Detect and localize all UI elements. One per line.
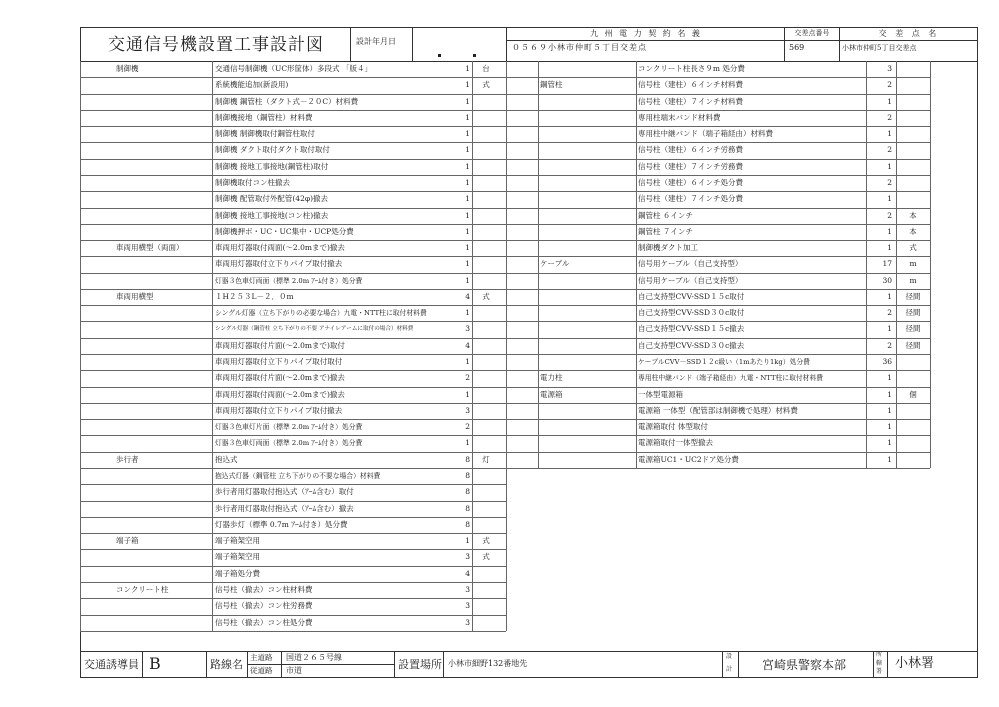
unit-cell [474,484,498,500]
unit-cell: 式 [482,291,490,301]
intersection-number: 569 [789,43,805,52]
grid-line [538,61,539,468]
item-cell: 車両用灯器取付両面(～2.0mまで)撤去 [215,243,345,253]
divider [80,651,978,652]
category-cell [540,419,634,435]
unit-cell [474,354,498,370]
unit-cell [474,321,498,337]
category-cell [116,501,210,517]
contract-title: 九 州 電 力 契 約 名 義 [590,29,702,38]
agency-value: 小林署 [895,656,935,671]
category-cell [116,468,210,484]
category-cell [540,110,634,126]
quantity-cell: 1 [465,96,470,106]
item-cell: 歩行者用灯器取付抱込式（ｱｰﾑ含む）取付 [215,487,354,497]
item-cell: 信号柱（建柱）７インチ労務費 [638,161,743,171]
divider [142,651,143,678]
category-cell [116,387,210,403]
category-cell [116,77,210,93]
item-cell: 自己支持型CVV-SSD１５c取付 [638,291,745,301]
category-cell [116,517,210,533]
unit-cell [474,615,498,631]
quantity-cell: 1 [465,194,470,204]
grid-line [930,61,931,468]
divider [887,651,888,678]
item-cell: 車両用灯器取付立下りパイプ取付撤去 [215,405,343,415]
category-cell [116,305,210,321]
quantity-cell: 1 [465,275,470,285]
unit-cell [474,582,498,598]
unit-cell [474,403,498,419]
category-cell [116,224,210,240]
item-cell: 電源箱 一体型（配管部は制御機で処理）材料費 [638,405,798,415]
unit-cell [474,94,498,110]
quantity-cell: 1 [465,536,470,546]
quantity-cell: 1 [465,112,470,122]
quantity-cell: 3 [465,324,470,334]
item-cell: 信号柱（建柱）６インチ処分費 [638,177,743,187]
location-label: 設置場所 [398,658,442,671]
sub-road-value: 市道 [286,666,302,675]
item-cell: 自己支持型CVV-SSD３０c取付 [638,308,745,318]
grid-line [212,61,213,631]
quantity-cell: 3 [465,405,470,415]
quantity-cell: 1 [465,129,470,139]
item-cell: 制御機 鋼管柱（ダクト式－２０C）材料費 [215,96,359,106]
row-line [506,468,930,469]
category-cell [540,435,634,451]
quantity-cell: 1 [887,161,892,171]
item-cell: 信号柱（撤去）コン柱労務費 [215,601,313,611]
item-cell: 信号柱（建柱）７インチ材料費 [638,96,743,106]
intersection-name-label: 交 差 点 名 [878,29,940,38]
item-cell: 信号柱（撤去）コン柱材料費 [215,584,313,594]
item-cell: コンクリート柱長さ９m 処分費 [638,64,745,73]
unit-cell: 径間 [905,324,921,334]
quantity-cell: 2 [887,112,892,122]
unit-cell: 個 [909,389,917,399]
unit-cell [898,370,928,386]
quantity-cell: 8 [465,519,470,529]
category-cell [116,191,210,207]
unit-cell [474,126,498,142]
item-cell: 車両用灯器取付立下りパイプ取付取付 [215,357,343,367]
unit-cell [898,403,928,419]
unit-cell: 本 [909,226,917,236]
design-date-label: 設計年月日 [356,37,396,46]
category-cell [540,126,634,142]
quantity-cell: 8 [465,503,470,513]
category-cell [540,273,634,289]
quantity-cell: 30 [882,275,892,285]
grid-line [506,61,507,468]
unit-cell [474,110,498,126]
route-name-label: 路線名 [210,658,243,671]
divider [443,651,444,678]
unit-cell [474,142,498,158]
category-cell [540,289,634,305]
quantity-cell: 8 [465,471,470,480]
quantity-cell: 2 [887,145,892,155]
item-cell: 制御機 接地工事接地(コン柱)撤去 [215,210,329,220]
traffic-guide-label: 交通誘導員 [84,658,139,671]
item-cell: 制御機接地（鋼管柱）材料費 [215,112,313,122]
quantity-cell: 8 [465,454,470,464]
quantity-cell: 3 [465,552,470,562]
item-cell: 制御機ダクト加工 [638,243,698,253]
item-cell: 車両用灯器取付両面(～2.0mまで)撤去 [215,389,345,399]
item-cell: 歩行者用灯器取付抱込式（ｱｰﾑ含む）撤去 [215,503,354,513]
quantity-cell: 1 [465,80,470,90]
category-cell [540,452,634,468]
unit-cell [474,598,498,614]
unit-cell [474,305,498,321]
category-cell [540,305,634,321]
item-cell: １H２５３L－２．０m [215,291,294,301]
quantity-cell: 1 [887,422,892,432]
category-cell [116,598,210,614]
unit-cell [474,224,498,240]
category-cell [540,94,634,110]
category-cell [116,419,210,435]
agency-label: 所轄署 [876,651,883,675]
unit-cell [474,256,498,272]
unit-cell [474,338,498,354]
quantity-cell: 2 [465,422,470,432]
quantity-cell: 36 [882,357,892,367]
category-cell [116,370,210,386]
quantity-cell: 1 [465,64,470,73]
divider [506,40,978,41]
divider [412,27,413,61]
quantity-cell: 1 [887,226,892,236]
category-cell [116,566,210,582]
design-value: 宮崎県警察本部 [762,658,847,672]
quantity-cell: 2 [887,210,892,220]
category-cell [540,159,634,175]
grid-line [636,61,637,468]
category-cell: 電源箱 [540,389,563,399]
quantity-cell: 1 [465,161,470,171]
unit-cell [898,110,928,126]
item-cell: 専用柱端末バンド材料費 [638,112,721,122]
divider [784,27,785,61]
grid-line [80,61,81,631]
unit-cell: 式 [482,552,490,562]
quantity-cell: 2 [887,308,892,318]
document-title: 交通信号機設置工事設計図 [108,35,324,55]
unit-cell [898,175,928,191]
item-cell: 車両用灯器取付片面(～2.0mまで)取付 [215,340,345,350]
unit-cell [898,452,928,468]
category-cell [116,615,210,631]
divider [839,27,840,61]
category-cell [116,175,210,191]
category-cell [116,484,210,500]
unit-cell [898,435,928,451]
quantity-cell: 1 [887,291,892,301]
category-cell [116,338,210,354]
sub-road-label: 従道路 [250,666,273,675]
quantity-cell: 3 [465,601,470,611]
category-cell [116,94,210,110]
quantity-cell: 1 [887,438,892,448]
quantity-cell: 1 [887,389,892,399]
item-cell: 信号柱（建柱）６インチ材料費 [638,80,743,90]
category-cell [540,240,634,256]
quantity-cell: 1 [887,243,892,253]
item-cell: 灯器３色車灯両面（標準 2.0m ｱｰﾑ付き）処分費 [215,276,363,285]
item-cell: 電源箱UC1・UC2ドア処分費 [638,454,739,464]
intersection-number-label: 交差点番号 [794,29,830,37]
category-cell [116,549,210,565]
item-cell: 信号用ケーブル（自己支持型） [638,275,743,285]
unit-cell [474,468,498,484]
item-cell: 系統機能追加(新設用) [215,80,289,90]
item-cell: 制御機押ボ・UC・UC集中・UCP処分費 [215,226,354,236]
quantity-cell: 8 [465,487,470,497]
unit-cell [474,159,498,175]
item-cell: 電源箱取付一体型撤去 [638,438,713,448]
item-cell: 専用柱中継バンド（端子箱経由）材料費 [638,129,773,139]
item-cell: 信号柱（撤去）コン柱処分費 [215,617,313,627]
unit-cell [898,77,928,93]
item-cell: 制御機 接地工事接地(鋼管柱)取付 [215,161,329,171]
contract-value: ０５６９小林市仲町５丁目交差点 [512,43,647,52]
quantity-cell: 2 [887,340,892,350]
item-cell: 鋼管柱 ７インチ [638,226,693,236]
item-cell: 車両用灯器取付立下りパイプ取付撤去 [215,259,343,269]
category-cell [116,273,210,289]
category-cell [116,110,210,126]
unit-cell: m [909,275,917,285]
quantity-cell: 1 [887,324,892,334]
unit-cell: 式 [482,536,490,546]
category-cell [116,354,210,370]
divider [394,651,395,678]
unit-cell [474,387,498,403]
category-cell: 端子箱 [116,536,139,546]
unit-cell [898,191,928,207]
category-cell [540,61,634,77]
item-cell: 端子箱処分費 [215,568,260,578]
unit-cell: 径間 [905,340,921,350]
quantity-cell: 1 [465,389,470,399]
unit-cell [474,191,498,207]
divider [350,27,351,61]
unit-cell [898,354,928,370]
category-cell: 電力柱 [540,373,563,383]
item-cell: 車両用灯器取付片面(～2.0mまで)撤去 [215,373,345,383]
quantity-cell: 1 [465,177,470,187]
design-label-bottom: 計 [726,666,733,673]
unit-cell [474,208,498,224]
divider [206,651,207,678]
quantity-cell: 4 [465,291,470,301]
category-cell [540,175,634,191]
category-cell: 鋼管柱 [540,80,563,90]
divider [873,651,874,678]
quantity-cell: 1 [887,373,892,383]
quantity-cell: 4 [465,340,470,350]
quantity-cell: 2 [465,373,470,383]
category-cell [116,321,210,337]
divider [738,651,739,678]
unit-cell [898,94,928,110]
item-cell: シングル灯器（鋼管柱 立ち下がりの不要 アナイレアームに取付の場合）材料費 [215,326,414,333]
quantity-cell: 3 [887,64,892,73]
item-cell: 灯器３色車灯片面（標準 2.0m ｱｰﾑ付き）処分費 [215,423,363,432]
unit-cell [898,159,928,175]
item-cell: 一体型電源箱 [638,389,683,399]
item-cell: 交通信号制御機（UC形筐体）多段式 「版４」 [215,64,372,73]
unit-cell [898,126,928,142]
unit-cell [474,566,498,582]
item-cell: ケーブルCVV－SSD１２c級い（1mあたり1kg）処分費 [638,358,810,367]
category-cell: 制御機 [116,64,139,73]
unit-cell: 径間 [905,308,921,318]
item-cell: 端子箱架空用 [215,536,260,546]
unit-cell: 本 [909,210,917,220]
quantity-cell: 1 [465,210,470,220]
location-value: 小林市細野132番地先 [448,659,528,668]
item-cell: 端子箱架空用 [215,552,260,562]
quantity-cell: 1 [465,308,470,318]
divider [722,651,723,678]
unit-cell [898,419,928,435]
category-cell [540,338,634,354]
category-cell [116,403,210,419]
unit-cell [474,517,498,533]
unit-cell [474,419,498,435]
unit-cell [474,175,498,191]
quantity-cell: 1 [465,438,470,448]
category-cell [540,403,634,419]
intersection-name: 小林市仲町5丁目交差点 [842,44,917,52]
quantity-cell: 1 [465,226,470,236]
quantity-cell: 1 [887,129,892,139]
quantity-cell: 1 [887,405,892,415]
category-cell [116,435,210,451]
category-cell [116,126,210,142]
category-cell: コンクリート柱 [116,584,169,594]
category-cell [116,208,210,224]
unit-cell [474,435,498,451]
item-cell: 抱込式 [215,454,238,464]
unit-cell [474,273,498,289]
divider [506,27,507,61]
item-cell: 信号用ケーブル（自己支持型） [638,259,743,269]
quantity-cell: 4 [465,568,470,578]
traffic-guide-value: B [149,654,161,673]
unit-cell [898,61,928,77]
category-cell [540,354,634,370]
category-cell: 車両用横型（両面） [116,243,184,253]
item-cell: 自己支持型CVV-SSD３０c撤去 [638,340,745,350]
category-cell [116,142,210,158]
category-cell [540,191,634,207]
quantity-cell: 17 [882,259,892,269]
unit-cell [898,142,928,158]
main-road-label: 主道路 [250,653,273,662]
category-cell [116,256,210,272]
item-cell: 灯器歩灯（標準 0.7m ｱｰﾑ付き）処分費 [215,519,348,529]
item-cell: 電源箱取付 体型取付 [638,422,708,432]
unit-cell [474,501,498,517]
category-cell: ケーブル [540,259,570,269]
quantity-cell: 2 [887,177,892,187]
item-cell: シングル灯器（立ち下がりの必要な場合）九電・NTT柱に取付材料費 [215,309,427,318]
item-cell: 制御機取付コン柱撤去 [215,177,290,187]
item-cell: 抱込式灯器（鋼管柱 立ち下がりの不要な場合）材料費 [215,472,381,480]
marker-dot [438,54,441,57]
unit-cell: 灯 [482,454,490,464]
unit-cell: 径間 [905,291,921,301]
grid-line [472,61,473,631]
row-line [80,631,506,632]
category-cell [540,321,634,337]
item-cell: 制御機 配管取付外配管(42φ)撤去 [215,194,329,204]
item-cell: 自己支持型CVV-SSD１５c撤去 [638,324,745,334]
category-cell [116,159,210,175]
grid-line [896,61,897,468]
unit-cell [474,370,498,386]
quantity-cell: 1 [465,259,470,269]
category-cell: 歩行者 [116,454,139,464]
quantity-cell: 2 [887,80,892,90]
quantity-cell: 1 [465,145,470,155]
quantity-cell: 1 [887,194,892,204]
category-cell [540,142,634,158]
item-cell: 信号柱（建柱）６インチ労務費 [638,145,743,155]
quantity-cell: 1 [465,243,470,253]
category-cell [540,208,634,224]
item-cell: 灯器３色車灯両面（標準 2.0m ｱｰﾑ付き）処分費 [215,439,363,448]
quantity-cell: 1 [887,454,892,464]
item-cell: 信号柱（建柱）７インチ処分費 [638,194,743,204]
unit-cell [474,240,498,256]
category-cell [540,224,634,240]
quantity-cell: 3 [465,584,470,594]
item-cell: 制御機 ダクト取付ダクト取付取付 [215,145,330,155]
marker-dot [473,54,476,57]
unit-cell: 台 [482,64,490,73]
unit-cell: m [909,259,917,269]
main-road-value: 国道２６５号線 [286,653,342,662]
design-label-top: 設 [726,653,733,660]
item-cell: 専用柱中継バンド（端子箱経由）九電・NTT柱に取付材料費 [638,374,824,383]
unit-cell: 式 [482,80,490,90]
quantity-cell: 1 [465,357,470,367]
quantity-cell: 3 [465,617,470,627]
item-cell: 鋼管柱 ６インチ [638,210,693,220]
category-cell: 車両用横型 [116,291,154,301]
quantity-cell: 1 [887,96,892,106]
item-cell: 制御機 制御機取付鋼管柱取付 [215,129,315,139]
unit-cell: 式 [909,243,917,253]
